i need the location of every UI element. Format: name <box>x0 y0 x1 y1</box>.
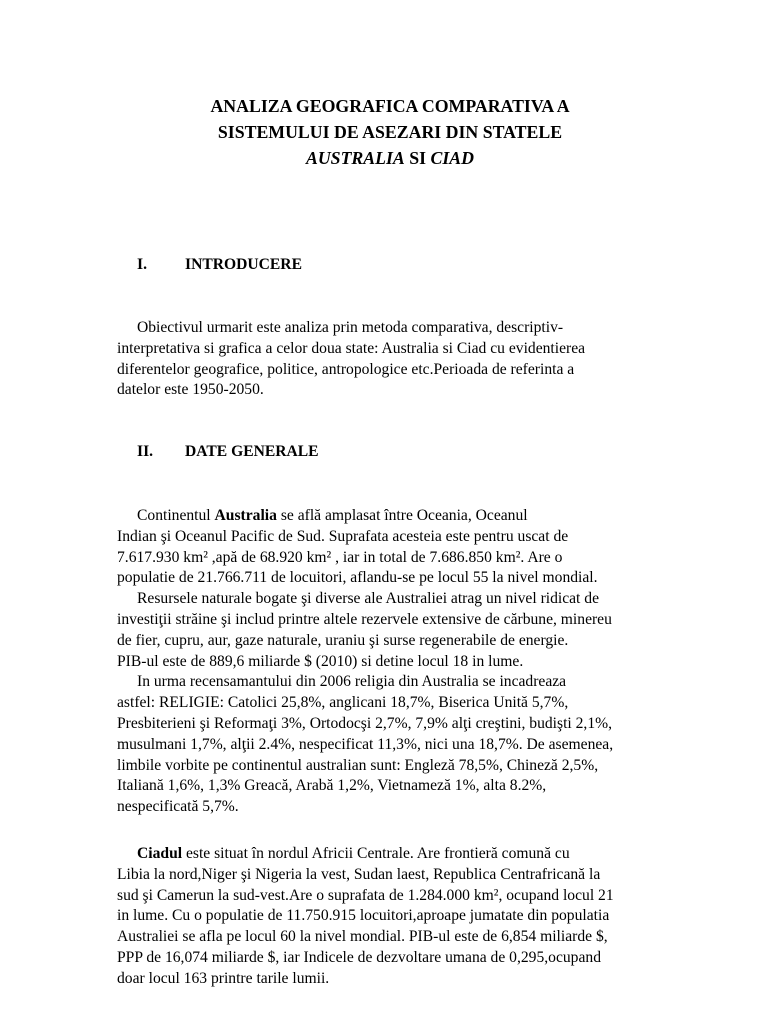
resources-line: investiţii străine şi includ printre altele rezervele extensive de cărbune, minereu <box>117 610 612 628</box>
ciad-line: Libia la nord,Niger şi Nigeria la vest, Sudan laest, Republica Centrafricană la <box>117 865 601 883</box>
section-1-number: I. <box>137 256 147 273</box>
intro-line: diferentelor geografice, politice, antropologice etc.Perioada de referinta a <box>117 360 575 378</box>
title-australia: AUSTRALIA <box>305 148 405 168</box>
australia-paragraph <box>117 506 697 818</box>
australia-line: 7.617.930 km² ,apă de 68.920 km² , iar in total de 7.686.850 km². Are o <box>117 548 563 566</box>
religion-line: nespecificată 5,7%. <box>117 798 239 816</box>
introduction-paragraph <box>117 318 697 401</box>
section-1-title: INTRODUCERE <box>185 256 302 273</box>
ciad-line-post: este situat în nordul Africii Centrale. Are frontieră comună cu <box>182 845 570 862</box>
document-title <box>100 93 680 171</box>
australia-line-post: se află amplasat între Oceania, Oceanul <box>276 507 528 524</box>
section-2-heading <box>137 443 319 461</box>
ciad-line <box>117 844 697 865</box>
title-line-3 <box>100 145 680 171</box>
ciad-bold: Ciadul <box>137 845 183 862</box>
ciad-line: sud şi Camerun la sud-vest.Are o suprafata de 1.284.000 km², ocupand locul 21 <box>117 886 614 904</box>
religion-line: In urma recensamantului din 2006 religia din Australia se incadreaza <box>137 673 567 691</box>
ciad-line: Australiei se afla pe locul 60 la nivel mondial. PIB-ul este de 6,854 miliarde $, <box>117 928 608 946</box>
title-line-2: SISTEMULUI DE ASEZARI DIN STATELE <box>217 122 563 142</box>
australia-bold: Australia <box>214 507 277 524</box>
religion-line: Italiană 1,6%, 1,3% Greacă, Arabă 1,2%, Vietnameză 1%, alta 8.2%, <box>117 777 547 795</box>
title-si: SI <box>404 148 431 168</box>
ciad-line: in lume. Cu o populatie de 11.750.915 locuitori,aproape jumatate din populatia <box>117 907 610 925</box>
resources-line: de fier, cupru, aur, gaze naturale, uraniu şi surse regenerabile de energie. <box>117 631 569 649</box>
ciad-line: doar locul 163 printre tarile lumii. <box>117 969 330 987</box>
religion-line: musulmani 1,7%, alţii 2.4%, nespecificat 11,3%, nici una 18,7%. De asemenea, <box>117 735 614 753</box>
title-ciad: CIAD <box>430 148 474 168</box>
section-1-heading <box>137 256 302 274</box>
ciad-line: PPP de 16,074 miliarde $, iar Indicele de dezvoltare umana de 0,295,ocupand <box>117 948 601 966</box>
australia-line: populatie de 21.766.711 de locuitori, aflandu-se pe locul 55 la nivel mondial. <box>117 569 598 587</box>
religion-line: Presbiterieni şi Reformaţi 3%, Ortodocşi 2,7%, 7,9% alţi creştini, budişti 2,1%, <box>117 714 613 732</box>
religion-line: limbile vorbite pe continentul australian sunt: Engleză 78,5%, Chineză 2,5%, <box>117 756 599 774</box>
title-line-1: ANALIZA GEOGRAFICA COMPARATIVA A <box>210 96 570 116</box>
australia-line <box>117 506 697 527</box>
intro-line: Obiectivul urmarit este analiza prin metoda comparativa, descriptiv- <box>137 319 564 336</box>
intro-line: interpretativa si grafica a celor doua state: Australia si Ciad cu evidentierea <box>117 339 586 357</box>
resources-line: Resursele naturale bogate şi diverse ale Australiei atrag un nivel ridicat de <box>137 590 600 608</box>
australia-line-pre: Continentul <box>137 507 215 524</box>
australia-line: Indian şi Oceanul Pacific de Sud. Suprafata acesteia este pentru uscat de <box>117 527 569 545</box>
resources-line: PIB-ul este de 889,6 miliarde $ (2010) si detine locul 18 in lume. <box>117 652 524 670</box>
religion-line: astfel: RELIGIE: Catolici 25,8%, anglicani 18,7%, Biserica Unită 5,7%, <box>117 694 569 712</box>
ciad-paragraph <box>117 844 697 990</box>
intro-line: datelor este 1950-2050. <box>117 381 264 399</box>
section-2-number: II. <box>137 443 154 460</box>
section-2-title: DATE GENERALE <box>185 443 319 460</box>
